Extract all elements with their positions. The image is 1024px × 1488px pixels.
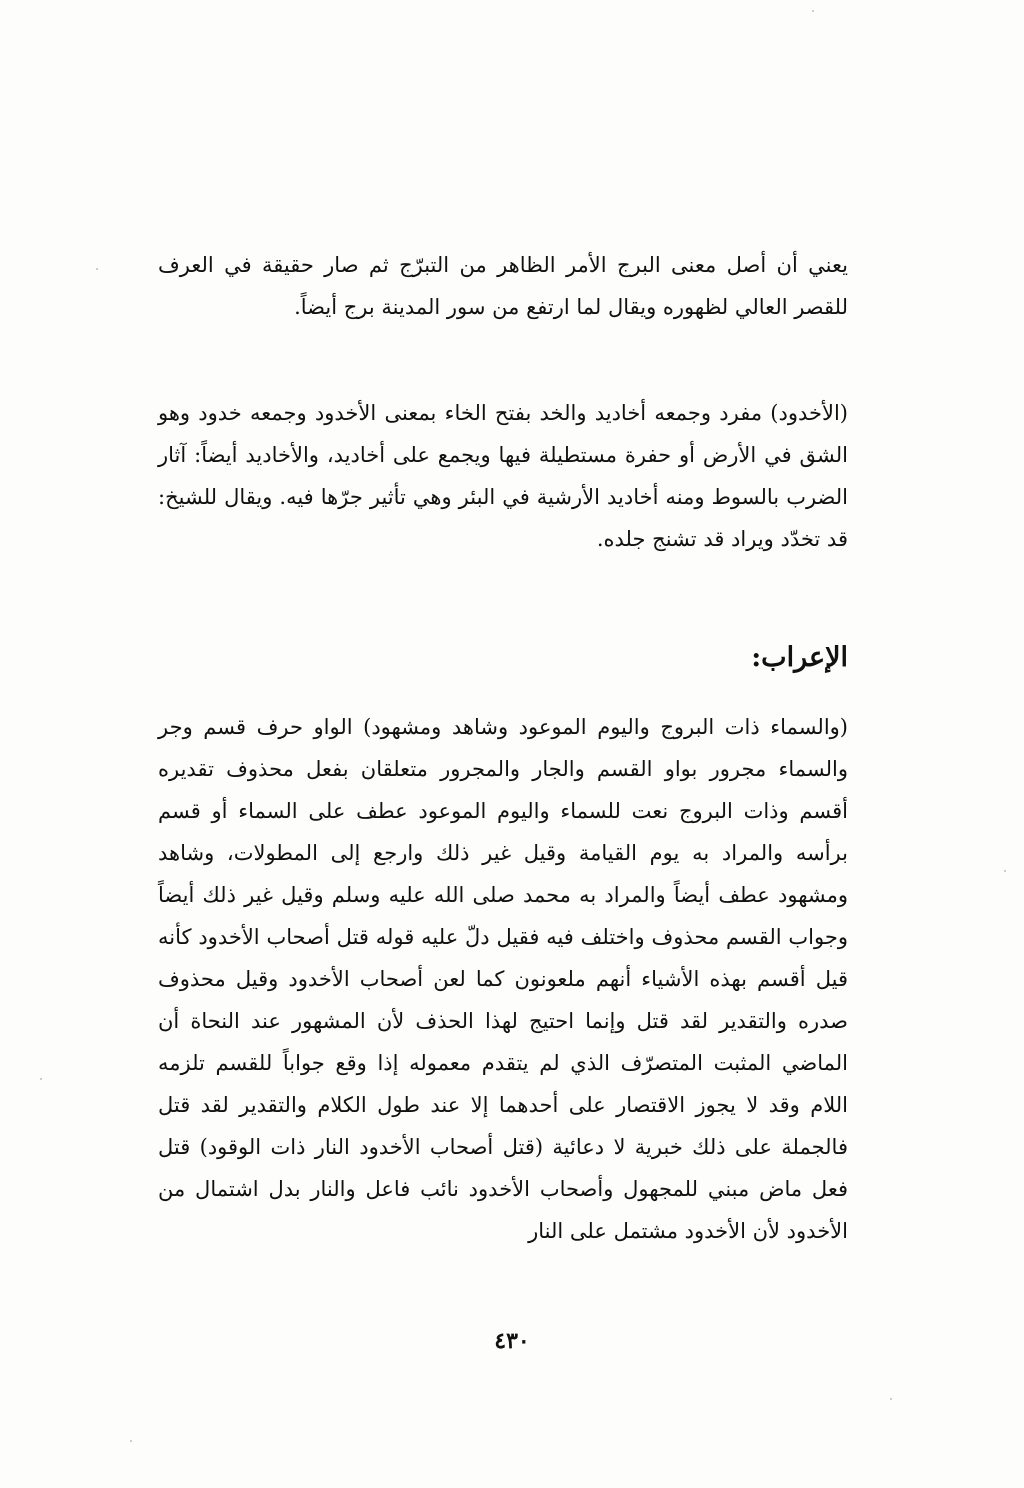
scan-speck bbox=[40, 1078, 42, 1080]
section-heading-irab: الإعراب: bbox=[751, 642, 848, 673]
scan-speck bbox=[96, 268, 98, 270]
paragraph-burj-meaning: يعني أن أصل معنى البرج الأمر الظاهر من التبرّج ثم صار حقيقة في العرف للقصر العالي لظهوره ويقال لما ارتفع من سور المدينة برج أيضاً. bbox=[158, 253, 848, 319]
paragraph-irab: (والسماء ذات البروج واليوم الموعود وشاهد ومشهود) الواو حرف قسم وجر والسماء مجرور بواو القسم والجار والمجرور متعلقان بفعل محذوف تقديره أقسم وذات البروج نعت للسماء واليوم الموعود عطف على السماء أو قسم برأسه والمراد به يوم القيامة وقيل غير ذلك وارجع إلى المطولات، وشاهد ومشهود عطف أيضاً والمراد به محمد صلى الله عليه وسلم وقيل غير ذلك أيضاً وجواب القسم محذوف واختلف فيه فقيل دلّ عليه قوله قتل أصحاب الأخدود كأنه قيل أقسم بهذه الأشياء أنهم ملعونون كما لعن أصحاب الأخدود وقيل محذوف صدره والتقدير لقد قتل وإنما احتيج لهذا الحذف لأن المشهور عند النحاة أن الماضي المثبت المتصرّف الذي لم يتقدم معموله إذا وقع جواباً للقسم تلزمه اللام وقد لا يجوز الاقتصار على أحدهما إلا عند طول الكلام والتقدير لقد قتل فالجملة على ذلك خبرية لا دعائية (قتل أصحاب الأخدود النار ذات الوقود) قتل فعل ماض مبني للمجهول وأصحاب الأخدود نائب فاعل والنار بدل اشتمال من الأخدود لأن الأخدود مشتمل على النار bbox=[158, 715, 848, 1243]
scan-speck bbox=[812, 10, 814, 12]
page-number: ٤٣٠ bbox=[494, 1328, 530, 1354]
scan-speck bbox=[1004, 870, 1006, 872]
scan-speck bbox=[890, 1398, 892, 1400]
paragraph-ukhdud-meaning: (الأخدود) مفرد وجمعه أخاديد والخد بفتح الخاء بمعنى الأخدود وجمعه خدود وهو الشق في الأرض أو حفرة مستطيلة فيها ويجمع على أخاديد، والأخاديد أيضاً: آثار الضرب بالسوط ومنه أخاديد الأرشية في البئر وهي تأثير جرّها فيه. ويقال للشيخ: قد تخدّد ويراد قد تشنج جلده. bbox=[158, 401, 848, 551]
scan-speck bbox=[130, 1440, 132, 1442]
